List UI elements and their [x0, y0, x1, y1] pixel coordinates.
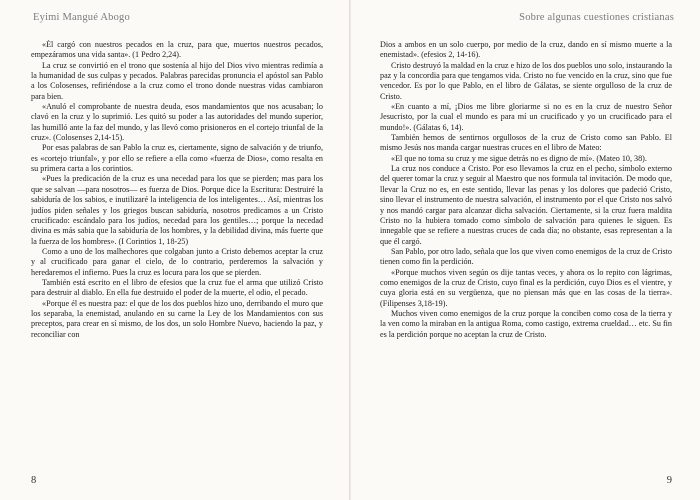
paragraph-continued: Dios a ambos en un solo cuerpo, por medio de la cruz, dando en sí mismo muerte a la enemistad». (efesios 2, 14-16).: [380, 40, 672, 60]
right-page-body: [380, 40, 672, 462]
left-page-body: [31, 40, 323, 462]
paragraph: Por esas palabras de san Pablo la cruz es, ciertamente, signo de salvación y de triunfo, es «cortejo triunfal», y por ello se refiere a ella como «fuerza de Dios», como resalta en su primera carta a los corintios.: [31, 143, 323, 174]
right-page: [350, 0, 700, 500]
paragraph: «En cuanto a mí, ¡Dios me libre gloriarme si no es en la cruz de nuestro Señor Jesucristo, por la cual el mundo es para mí un crucificado y yo un crucificado para el mundo!». (Gálatas 6, 14).: [380, 102, 672, 132]
paragraph: También hemos de sentirnos orgullosos de la cruz de Cristo como san Pablo. El mismo Jesús nos manda cargar nuestras cruces en el libro de Mateo:: [380, 133, 672, 153]
running-head-author: Eyimi Mangué Abogo: [33, 12, 130, 23]
paragraph: Como a uno de los malhechores que colgaban junto a Cristo debemos aceptar la cruz y al crucificado para ganar el cielo, de lo contrario, perderemos la salvación y heredaremos el infierno. Pues la cruz es locura para los que se pierden.: [31, 246, 323, 277]
paragraph: San Pablo, por otro lado, señala que los que viven como enemigos de la cruz de Cristo tienen como fin la perdición.: [380, 246, 672, 267]
paragraph: «Anuló el comprobante de nuestra deuda, esos mandamientos que nos acusaban; lo clavó en la cruz y lo suprimió. Les quitó su poder a las autoridades del mundo superior, las humilló ante la faz del mundo, y las llevó como prisioneros en el cortejo triunfal de la cruz». (Colosenses 2,14-15).: [31, 102, 323, 143]
paragraph: «Porque él es nuestra paz: el que de los dos pueblos hizo uno, derribando el muro que los separaba, la enemistad, anulando en su carne la Ley de los Mandamientos con sus preceptos, para crear en sí mismo, de los dos, un solo Hombre Nuevo, haciendo la paz, y reconciliar con: [31, 298, 323, 339]
paragraph: Muchos viven como enemigos de la cruz porque la conciben como cosa de la tierra y la ven como la miraban en la antigua Roma, como castigo, extrema crueldad… etc. Su fin es la perdición porque no aceptan la cruz de Cristo.: [380, 308, 672, 339]
paragraph: «Porque muchos viven según os dije tantas veces, y ahora os lo repito con lágrimas, como enemigos de la cruz de Cristo, cuyo final es la perdición, cuyo Dios es el vientre, y cuya gloria está en su vergüenza, que no piensan más que en las cosas de la tierra». (Filipenses 3,18-19).: [380, 267, 672, 308]
paragraph: La cruz nos conduce a Cristo. Por eso llevamos la cruz en el pecho, símbolo externo del querer tomar la cruz y seguir al Maestro que nos formula tal invitación. De modo que, llevar la Cruz no es, en este sentido, llevar las penas y los dolores que padeció Cristo, sino llevar el instrumento de nuestra salvación, el instrumento por el que Cristo nos salvó y nos mandó cargar para alcanzar dicha salvación. Ciertamente, si la cruz fuera maldita Cristo no la hubiera tomado como símbolo de salvación para quienes le siguen. Es innegable que se refiere a nuestras cruces de cada día; no obstante, esas representan a la que él cargó.: [380, 164, 672, 246]
page-number-left: 8: [31, 475, 37, 486]
paragraph: La cruz se convirtió en el trono que sostenía al hijo del Dios vivo mientras redimía a la humanidad de sus culpas y pecados. Palabras parecidas pronuncia el apóstol san Pablo a los Colosenses, refiriéndose a la cruz como el trono donde nuestras vidas cambiaron para bien.: [31, 60, 323, 101]
paragraph: «Él cargó con nuestros pecados en la cruz, para que, muertos nuestros pecados, empezáramos una vida santa». (1 Pedro 2,24).: [31, 40, 323, 60]
paragraph: «Pues la predicación de la cruz es una necedad para los que se pierden; mas para los que se salvan —para nosotros— es fuerza de Dios. Porque dice la Escritura: Destruiré la sabiduría de los sabios, e inutilizaré la inteligencia de los inteligentes… Así, mientras los judíos piden señales y los griegos buscan sabiduría, nosotros predicamos a un Cristo crucificado: escándalo para los judíos, necedad para los gentiles…; porque la necedad divina es más sabia que la sabiduría de los hombres, y la debilidad divina, más fuerte que la fuerza de los hombres». (I Corintios 1, 18-25): [31, 174, 323, 246]
paragraph: «El que no toma su cruz y me sigue detrás no es digno de mí». (Mateo 10, 38).: [391, 153, 647, 163]
paragraph: Cristo destruyó la maldad en la cruz e hizo de los dos pueblos uno solo, instaurando la paz y la concordia para que tengamos vida. Cristo no fue vencido en la cruz, sino que fue vencedor. Es por lo que Pablo, en el libro de Gálatas, se siente orgulloso de la cruz de Cristo.: [380, 60, 672, 101]
paragraph: También está escrito en el libro de efesios que la cruz fue el arma que utilizó Cristo para destruir al diablo. En ella fue destruido el poder de la muerte, el odio, el pecado.: [31, 277, 323, 298]
running-head-title: Sobre algunas cuestiones cristianas: [519, 12, 674, 23]
page-number-right: 9: [666, 475, 672, 486]
